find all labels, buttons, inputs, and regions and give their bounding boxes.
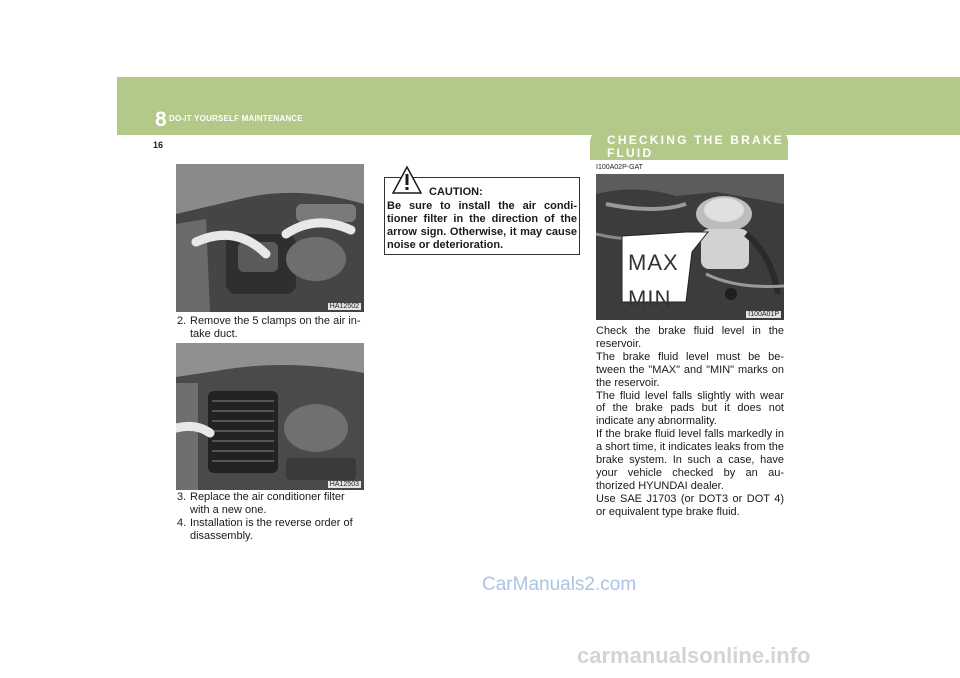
section-ref-code: I100A02P-GAT <box>596 164 643 171</box>
max-callout-label: MAX <box>628 250 679 275</box>
page-number: 16 <box>150 139 166 151</box>
step-text: Installation is the reverse order of disassembly. <box>190 517 353 542</box>
min-callout-label: MIN <box>628 286 672 311</box>
section-title: CHECKING THE BRAKE FLUID <box>607 133 784 160</box>
step-number: 2. <box>177 315 187 327</box>
engine-photo-intake-duct <box>176 164 364 312</box>
caution-text: Be sure to install the air condi-tioner filter in the direction of the arrow sign. Otherwise, it may cause noise or deterioration. <box>387 200 577 251</box>
chapter-title: DO-IT YOURSELF MAINTENANCE <box>169 114 303 123</box>
chapter-number: 8 <box>155 108 167 131</box>
brake-reservoir-photo <box>596 174 784 320</box>
photo-code: I100A01P <box>748 311 779 318</box>
step-2 <box>177 315 364 341</box>
step-text: Remove the 5 clamps on the air in-take duct. <box>190 315 361 340</box>
brake-fluid-instructions <box>596 325 784 519</box>
watermark-footer: carmanualsonline.info <box>577 643 811 668</box>
paragraph: If the brake fluid level falls markedly in a short time, it indicates leaks from the brake system. In such a case, have your vehicle checked by an au-thorized HYUNDAI dealer. <box>596 428 784 492</box>
photo-code: HA12503 <box>329 481 359 488</box>
paragraph: The fluid level falls slightly with wear of the brake pads but it does not indicate any abnormality. <box>596 389 784 428</box>
engine-illustration <box>176 343 364 490</box>
paragraph: Use SAE J1703 (or DOT3 or DOT 4) or equivalent type brake fluid. <box>596 492 784 518</box>
engine-illustration <box>176 164 364 312</box>
chapter-header-band <box>117 77 960 135</box>
brake-reservoir-illustration <box>596 174 784 320</box>
step-4 <box>177 517 364 543</box>
step-number: 3. <box>177 491 187 503</box>
photo-code: HA12502 <box>329 303 359 310</box>
warning-triangle-icon <box>392 166 422 194</box>
engine-photo-filter <box>176 343 364 490</box>
step-3 <box>177 491 364 517</box>
watermark-link[interactable]: CarManuals2.com <box>482 574 637 595</box>
step-text: Replace the air conditioner filter with a new one. <box>190 491 345 516</box>
paragraph: Check the brake fluid level in the reservoir. <box>596 325 784 350</box>
step-number: 4. <box>177 517 187 529</box>
paragraph: The brake fluid level must be be-tween the "MAX" and "MIN" marks on the reservoir. <box>596 350 784 389</box>
caution-title: CAUTION: <box>429 186 483 198</box>
